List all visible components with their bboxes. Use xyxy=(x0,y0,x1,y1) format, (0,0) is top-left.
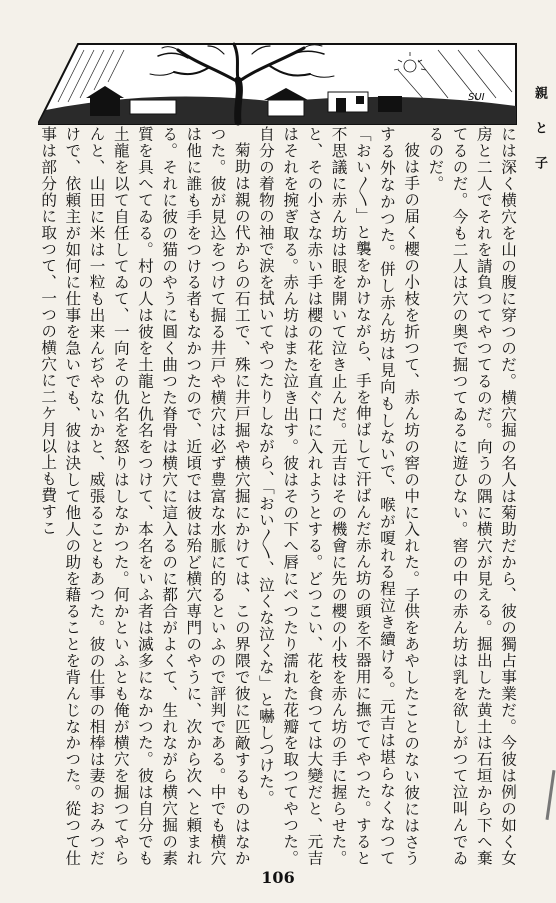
story-title xyxy=(527,86,549,191)
title-char: と xyxy=(532,121,547,156)
page-number: 106 xyxy=(261,868,295,887)
vertical-body-text xyxy=(22,126,520,866)
paragraph: には深く横穴を山の腹に穿つのだ。横穴掘の名人は菊助だから、彼の獨占事業だ。今彼は例の如く女房と二人でそれを請負つてやつてるのだ。向うの隅に横穴が見える。掘出した黄土は石垣から下へ棄てるのだ。今も二人は穴の奥で掘つてゐるに遊ひない。窖の中の赤ん坊は乳を欲しがつて泣叫んでゐるのだ。 xyxy=(426,126,517,866)
artist-signature: SUI xyxy=(468,92,485,103)
tree-landscape-woodcut xyxy=(38,40,518,126)
margin-mark xyxy=(546,770,556,820)
paragraph: 彼は手の届く櫻の小枝を折つて、赤ん坊の窖の中に入れた。子供をあやしたことのない彼にはさうする外なかつた。併し赤ん坊は見向もしないで、喉が嗄れる程泣き續ける。元吉は堪らなくなつて「おい〳〵」と襲をかけながら、手を伸ばして汗ばんだ赤ん坊の頭を不器用に撫でてやつた。すると不思議に赤ん坊は眼を開いて泣き止んだ。元吉はその機會に先の櫻の小枝を赤ん坊の手に握らせた。と、その小さな赤い手は櫻の花を直ぐ口に入れようとする。どつこい、花を食つては大變だと、元吉はそれを捥ぎ取る。赤ん坊はまた泣き出す。彼はその下へ唇にべつたり濡れた花瓣を取つてやつた。自分の着物の袖で涙を拭いてやつたりしながら、「おい〳〵、泣くな泣くな」と嚇しつけた。 xyxy=(256,126,421,866)
paragraph: 菊助は親の代からの石工で、殊に井戸掘や横穴掘にかけては、この界隈で彼に匹敵するものはなかつた。彼が見込をつけて掘る井戸や横穴は必ず豊富な水脈に的るといふので評判である。中でも横穴は他に誰も手をつける者もなかつたので、近頃では彼は殆ど横穴専門のやうに、次から次へと頼まれる。それに彼の猫のやうに圓く曲つた脊骨は横穴に這入るのに都合がよくて、生れながら横穴掘の素質を具へてゐる。村の人は彼を土龍と仇名をつけて、本名をいふ者は滅多になかつた。彼は自分でも土龍を以て自任してゐて、一向その仇名を怒りはしなかつた。何かといふとも俺が横穴を掘つてやらんと、山田に米は一粒も出来んぢやないかと、威張ることもあつた。彼の仕事の相棒は妻のおみつだけで、依頼主が如何に仕事を急いでも、彼は決して他人の助を藉ることを背んじなかつた。從つて仕事は部分的に取つて、一つの横穴に二ケ月以上も費すこ xyxy=(39,126,251,866)
title-char: 子 xyxy=(532,156,547,191)
title-char: 親 xyxy=(532,86,547,121)
header-illustration xyxy=(38,40,518,126)
